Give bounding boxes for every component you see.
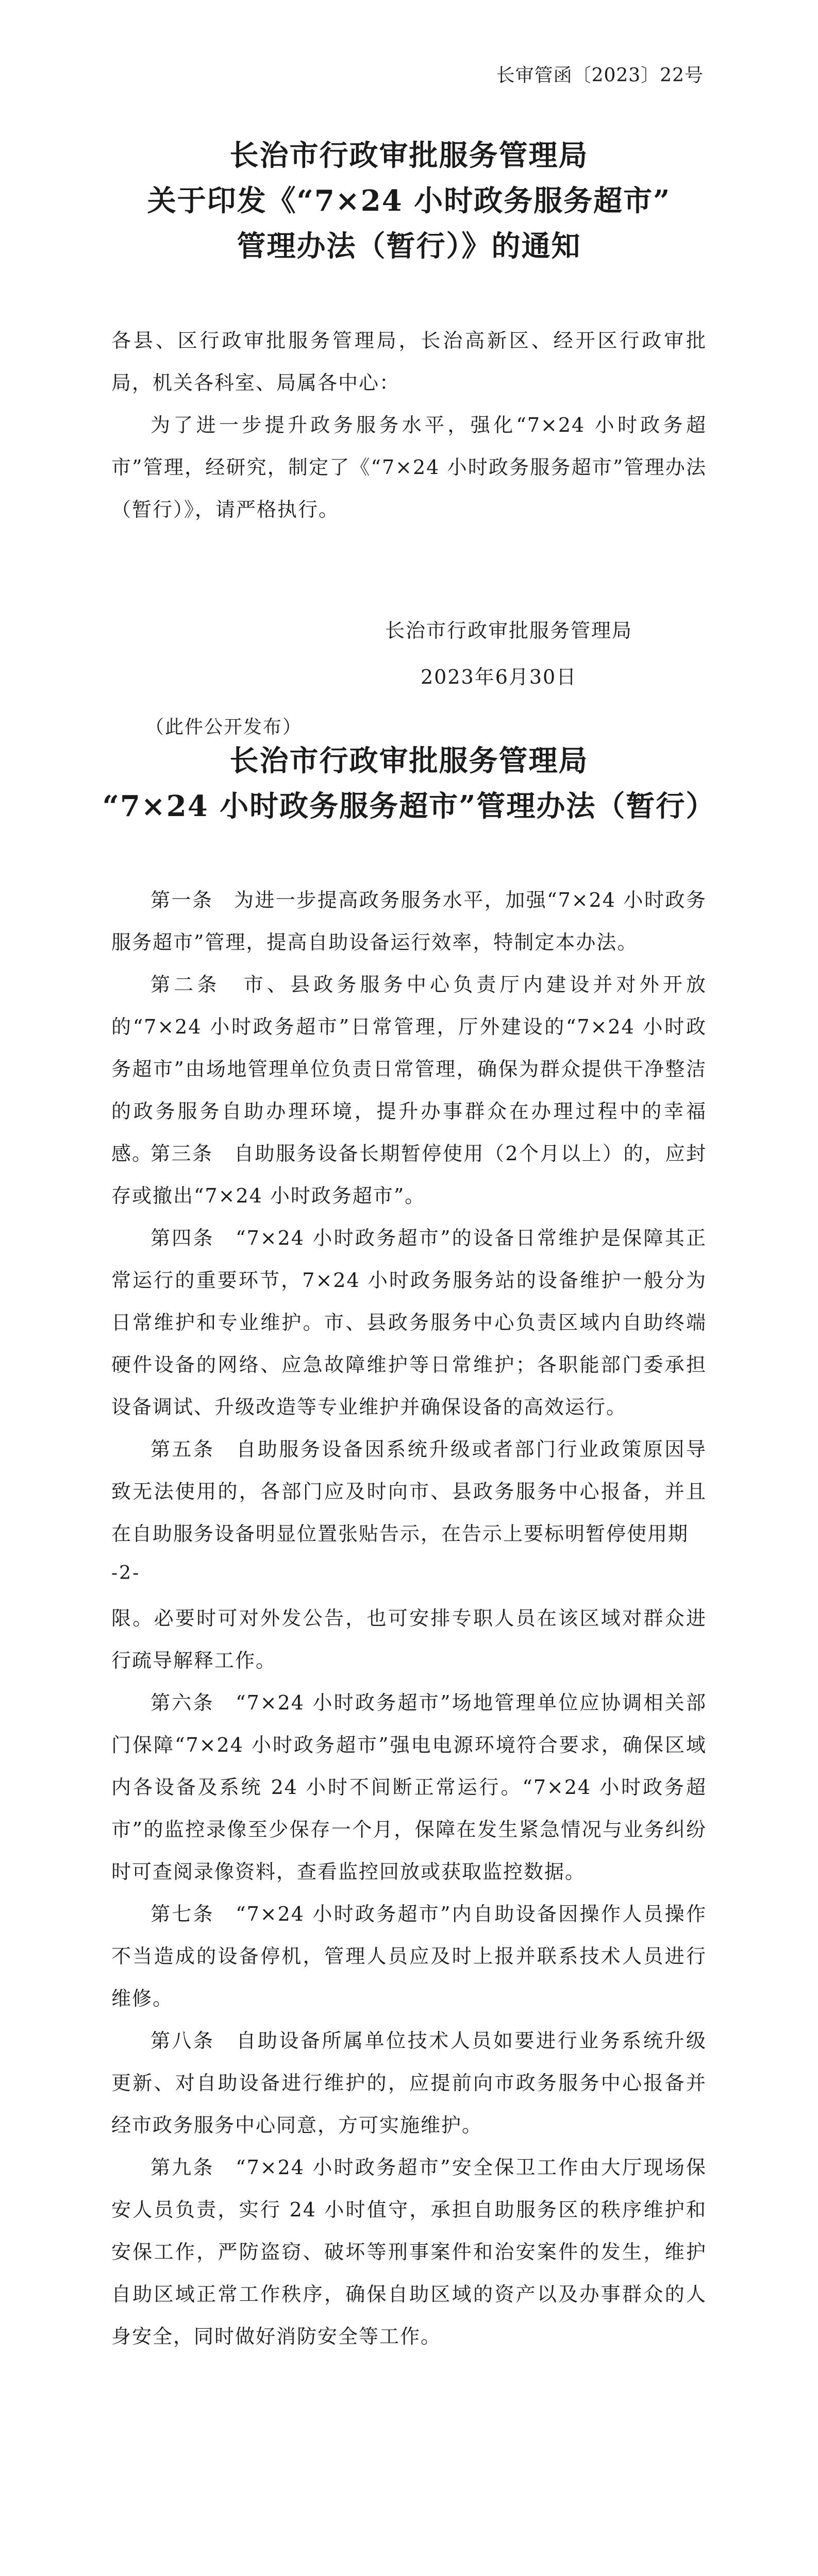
- article-6: 第六条 “7×24 小时政务超市”场地管理单位应协调相关部门保障“7×24 小时政务超市”强电电源环境符合要求，确保区域内各设备及系统 24 小时不间断正常运行。“7×24 小时政务超市”的监控录像至少保存一个月，保障在发生紧急情况与业务纠纷时可查阅录像资料，查看监控回放或获取监控数据。: [111, 1691, 707, 1883]
- article-7: 第七条 “7×24 小时政务超市”内自助设备因操作人员操作不当造成的设备停机，管理人员应及时上报并联系技术人员进行维修。: [111, 1903, 707, 2010]
- article-8: 第八条 自助设备所属单位技术人员如要进行业务系统升级更新、对自助设备进行维护的，应提前向市政务服务中心报备并经市政务服务中心同意，方可实施维护。: [111, 2029, 707, 2137]
- notice-body: 为了进一步提升政务服务水平，强化“7×24 小时政务超市”管理，经研究，制定了《“7×24 小时政务服务超市”管理办法（暂行）》，请严格执行。: [111, 414, 707, 521]
- article-5-continued: 限。必要时可对外发公告，也可安排专职人员在该区域对群众进行疏导解释工作。: [111, 1607, 707, 1672]
- regulation-title-line-1: 长治市行政审批服务管理局: [229, 744, 589, 778]
- notice-title-line-2: 关于印发《“7×24 小时政务服务超市”: [147, 184, 671, 218]
- notice-title: [0, 133, 818, 269]
- article-5: 第五条 自助服务设备因系统升级或者部门行业政策原因导致无法使用的，各部门应及时向市、县政务服务中心报备，并且在自助服务设备明显位置张贴告示，在告示上要标明暂停使用期: [111, 1438, 707, 1545]
- regulation-title-line-2: “7×24 小时政务服务超市”管理办法（暂行）: [102, 789, 716, 823]
- document-number: 长审管函〔2023〕22号: [496, 65, 704, 86]
- article-1: 第一条 为进一步提高政务服务水平，加强“7×24 小时政务服务超市”管理，提高自助设备运行效率，特制定本办法。: [111, 889, 707, 954]
- article-4: 第四条 “7×24 小时政务超市”的设备日常维护是保障其正常运行的重要环节，7×24 小时政务服务站的设备维护一般分为日常维护和专业维护。市、县政务服务中心负责区域内自助终端硬件设备的网络、应急故障维护等日常维护；各职能部门委承担设备调试、升级改造等专业维护并确保设备的高效运行。: [111, 1227, 707, 1418]
- page-number-2: -2-: [111, 1563, 141, 1584]
- article-3: 第三条 自助服务设备长期暂停使用（2个月以上）的，应封存或撤出“7×24 小时政务超市”。: [111, 1142, 707, 1207]
- notice-recipients: 各县、区行政审批服务管理局，长治高新区、经开区行政审批局，机关各科室、局属各中心：: [111, 329, 707, 394]
- notice-signature: 长治市行政审批服务管理局: [385, 619, 633, 642]
- notice-title-line-3: 管理办法（暂行）》的通知: [237, 229, 581, 263]
- public-release-note: （此件公开发布）: [145, 717, 303, 738]
- notice-title-line-1: 长治市行政审批服务管理局: [229, 139, 589, 173]
- article-9: 第九条 “7×24 小时政务超市”安全保卫工作由大厅现场保安人员负责，实行 24 小时值守，承担自助服务区的秩序维护和安保工作，严防盗窃、破坏等刑事案件和治安案件的发生，维护自助区域正常工作秩序，确保自助区域的资产以及办事群众的人身安全，同时做好消防安全等工作。: [111, 2156, 707, 2348]
- regulation-title: [0, 738, 818, 829]
- notice-date: 2023年6月30日: [421, 666, 577, 688]
- article-2: 第二条 市、县政务服务中心负责厅内建设并对外开放的“7×24 小时政务超市”日常管理，厅外建设的“7×24 小时政务超市”由场地管理单位负责日常管理，确保为群众提供干净整洁的政务服务自助办理环境，提升办事群众在办理过程中的幸福感。: [111, 973, 707, 1165]
